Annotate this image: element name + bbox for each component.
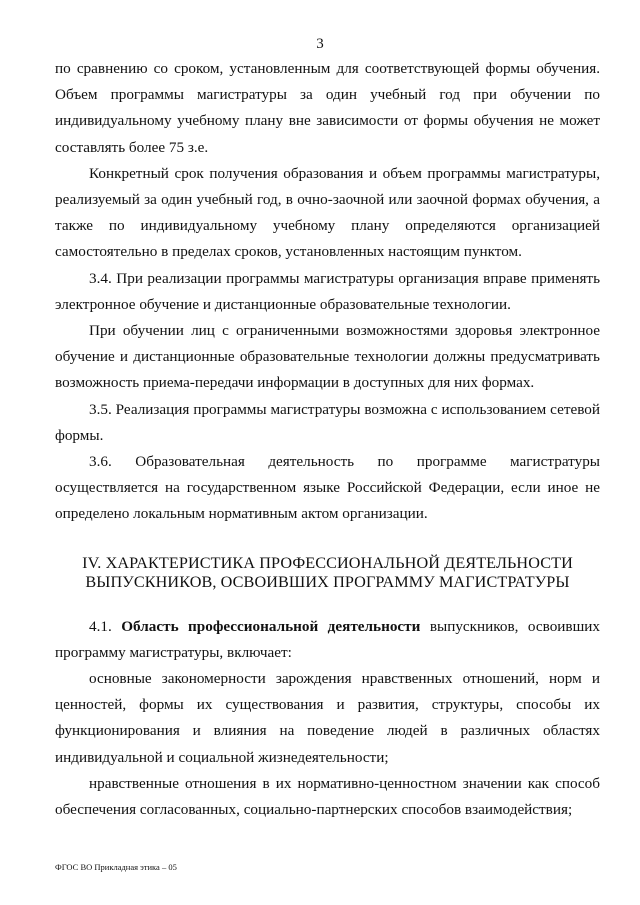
paragraph: При обучении лиц с ограниченными возможностями здоровья электронное обучение и дистанционные образовательные технологии должны предусматривать возможность приема-передачи информации в доступных для них формах. [55, 322, 600, 392]
paragraph: по сравнению со сроком, установленным для соответствующей формы обучения. Объем программы магистратуры за один учебный год при обучении по индивидуальному учебному плану вне зависимости от формы обучения не может составлять более 75 з.е. [55, 60, 600, 156]
document-body [55, 56, 600, 823]
section-heading-line-2: ВЫПУСКНИКОВ, ОСВОИВШИХ ПРОГРАММУ МАГИСТРАТУРЫ [85, 572, 570, 591]
paragraph-4-1-rest: выпускников, освоивших программу магистратуры, включает: [55, 617, 600, 661]
footer-document-code: ФГОС ВО Прикладная этика – 05 [55, 862, 177, 872]
paragraph: 3.4. При реализации программы магистратуры организация вправе применять электронное обучение и дистанционные образовательные технологии. [55, 269, 600, 313]
paragraph-4-1 [55, 614, 600, 666]
paragraph: Конкретный срок получения образования и объем программы магистратуры, реализуемый за один учебный год, в очно-заочной или заочной формах обучения, а также по индивидуальному учебному плану определяются организацией самостоятельно в пределах сроков, установленных настоящим пунктом. [55, 164, 600, 261]
section-heading [55, 554, 600, 592]
paragraph: 3.6. Образовательная деятельность по программе магистратуры осуществляется на государственном языке Российской Федерации, если иное не определено локальным нормативным актом организации. [55, 453, 600, 523]
paragraphs-top [55, 56, 600, 528]
paragraphs-bottom [55, 666, 600, 823]
paragraph: 3.5. Реализация программы магистратуры возможна с использованием сетевой формы. [55, 400, 600, 444]
paragraph: нравственные отношения в их нормативно-ценностном значении как способ обеспечения согласованных, социально-партнерских способов взаимодействия; [55, 774, 600, 819]
page-number: 3 [316, 36, 324, 52]
paragraph-4-1-bold-term: Область профессиональной деятельности [121, 617, 421, 635]
paragraph-4-1-prefix: 4.1. [89, 617, 122, 635]
paragraph: основные закономерности зарождения нравственных отношений, норм и ценностей, формы их существования и развития, структуры, способы их функционирования и влияния на поведение людей в различных областях индивидуальной и социальной жизнедеятельности; [55, 670, 600, 766]
section-heading-line-1: IV. ХАРАКТЕРИСТИКА ПРОФЕССИОНАЛЬНОЙ ДЕЯТЕЛЬНОСТИ [82, 553, 573, 572]
